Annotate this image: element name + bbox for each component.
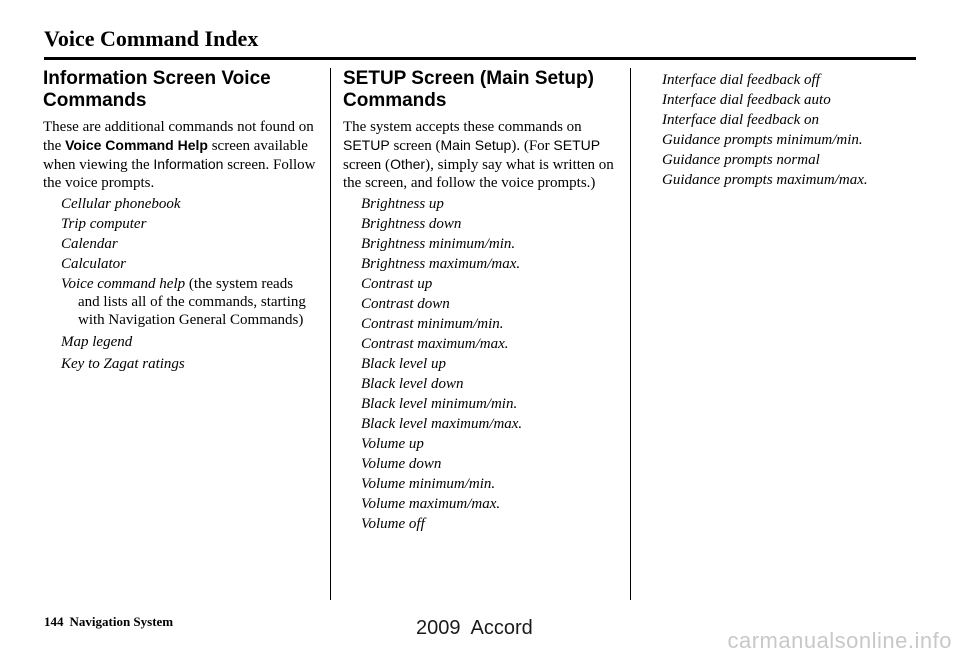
command-item: Calendar (61, 236, 118, 252)
command-item: Trip computer (61, 216, 147, 232)
command-item: Black level maximum/max. (361, 416, 523, 432)
page-footer (44, 614, 173, 630)
command-item: Volume down (361, 456, 442, 472)
command-item: Calculator (61, 256, 127, 272)
setup-command-list-continued (662, 70, 922, 190)
command-item: Volume minimum/min. (361, 476, 496, 492)
command-item: Brightness up (361, 196, 444, 212)
command-item: Key to Zagat ratings (61, 356, 185, 372)
command-item: Cellular phonebook (61, 196, 181, 212)
command-item: Brightness down (361, 216, 462, 232)
intro-text: screen available when viewing the (43, 138, 308, 173)
site-watermark: carmanualsonline.info (727, 628, 952, 653)
screen-name-other: Other (390, 156, 426, 172)
command-item: Brightness minimum/min. (361, 236, 516, 252)
model-year-mark: 2009 Accord (416, 617, 533, 639)
screen-name-voice-command-help: Voice Command Help (65, 137, 208, 153)
command-item: Contrast maximum/max. (361, 336, 509, 352)
command-item: Interface dial feedback auto (662, 92, 831, 108)
setup-commands-continued-column (662, 70, 922, 190)
title-rule (44, 57, 916, 60)
section-name: Navigation System (69, 614, 174, 629)
intro-text: screen. Follow the voice prompts. (43, 157, 316, 191)
command-item: Volume up (361, 436, 424, 452)
command-item: Volume off (361, 516, 425, 532)
intro-text: These are additional commands not found on the (43, 119, 314, 154)
command-item: Black level up (361, 356, 446, 372)
information-intro (43, 118, 318, 192)
command-item: Guidance prompts minimum/min. (662, 132, 863, 148)
information-command-list (43, 194, 318, 374)
command-item: Interface dial feedback off (662, 72, 820, 88)
screen-name-setup: SETUP (553, 137, 601, 153)
screen-name-information: Information (153, 156, 224, 172)
command-item: Contrast down (361, 296, 450, 312)
section-heading-setup: SETUP Screen (Main Setup) Commands (343, 68, 594, 111)
column-divider (630, 68, 631, 600)
setup-intro: The system accepts these commands on SETUP screen (Main Setup). (For SETUP screen (Other), simply say what is written on the screen, and follow the voice prompts.) (343, 119, 614, 191)
command-item: Volume maximum/max. (361, 496, 501, 512)
page-number: 144 (44, 614, 64, 629)
command-item: Interface dial feedback on (662, 112, 820, 128)
page-title: Voice Command Index (44, 26, 259, 51)
command-item: Black level minimum/min. (361, 396, 518, 412)
screen-name-main-setup: Main Setup (440, 137, 512, 153)
command-item: Contrast minimum/min. (361, 316, 504, 332)
command-item: Map legend (61, 334, 133, 350)
command-item-voice-help: Voice command help (the system reads and lists all of the commands, starting with Navigation General Commands) (61, 276, 306, 328)
command-item: Black level down (361, 376, 464, 392)
command-item: Contrast up (361, 276, 433, 292)
information-commands-column (43, 68, 318, 374)
section-heading-information: Information Screen Voice Commands (43, 68, 271, 111)
command-item: Guidance prompts normal (662, 152, 820, 168)
setup-commands-column (343, 68, 623, 534)
setup-command-list (343, 194, 623, 534)
column-divider (330, 68, 331, 600)
command-item: Guidance prompts maximum/max. (662, 172, 868, 188)
screen-name-setup: SETUP (343, 137, 390, 153)
command-item: Brightness maximum/max. (361, 256, 521, 272)
